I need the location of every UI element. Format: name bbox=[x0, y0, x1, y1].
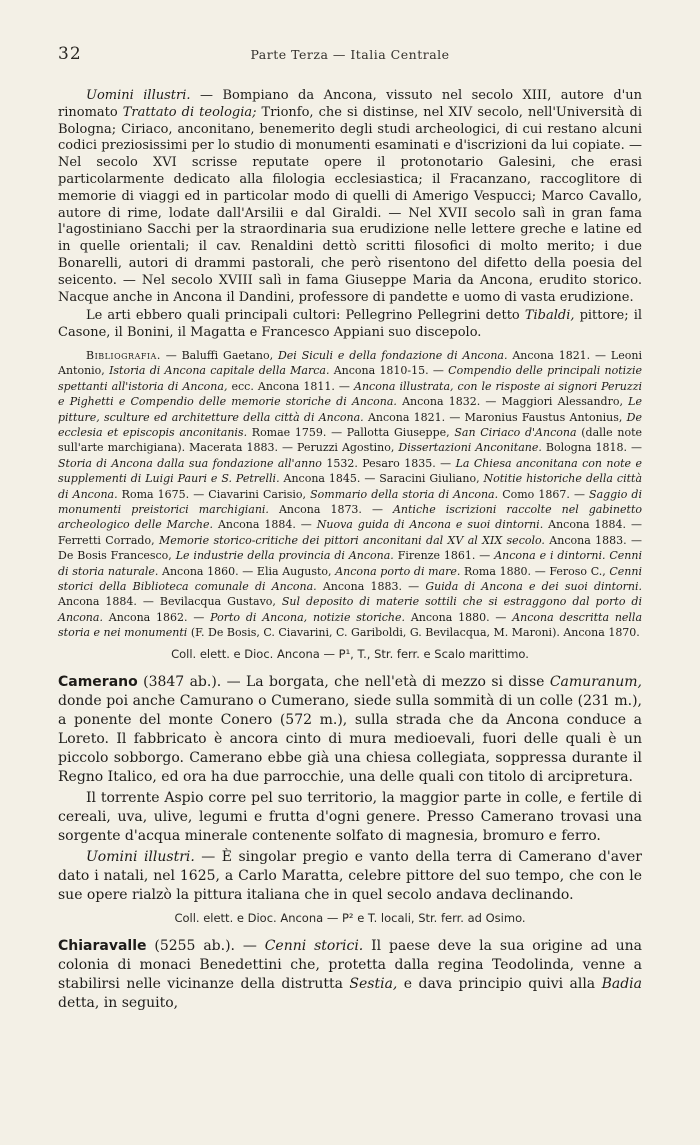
chiaravalle-entry: Chiaravalle (5255 ab.). — Cenni storici. Il paese deve la sua origine ad una colonia di monaci Benedettini che, protetta dalla regina Teodolinda, venne a stabilirsi nelle vicinanze della distrutta Sestia, e dava principio quivi alla Badia detta, in seguito, bbox=[58, 937, 643, 1011]
page-number: 32 bbox=[58, 44, 82, 64]
camerano-info-line: Coll. elett. e Dioc. Ancona — P² e T. locali, Str. ferr. ad Osimo. bbox=[174, 910, 526, 925]
bibliography-paragraph: Bibliografia. — Baluffi Gaetano, Dei Siculi e della fondazione di Ancona. Ancona 1821. — Leoni Antonio, Istoria di Ancona capitale della Marca. Ancona 1810-15. — Compendio delle principali notizie spettanti all'istoria di Ancona, ecc. Ancona 1811. — Ancona illustrata, con le risposte ai signori Peruzzi e Pighetti e Compendio delle memorie storiche di Ancona. Ancona 1832. — Maggiori Alessandro, Le pitture, sculture ed architetture della città di Ancona. Ancona 1821. — Maronius Faustus Antonius, De ecclesia et episcopis anconitanis. Romae 1759. — Pallotta Giuseppe, San Ciriaco d'Ancona (dalle note sull'arte marchigiana). Macerata 1883. — Peruzzi Agostino, Dissertazioni Anconitane. Bologna 1818. — Storia di Ancona dalla sua fondazione all'anno 1532. Pesaro 1835. — La Chiesa anconitana con note e supplementi di Luigi Pauri e S. Petrelli. Ancona 1845. — Saracini Giuliano, Notitie historiche della città di Ancona. Roma 1675. — Ciavarini Carisio, Sommario della storia di Ancona. Como 1867. — Saggio di monumenti preistorici marchigiani. Ancona 1873. — Antiche iscrizioni raccolte nel gabinetto archeologico delle Marche. Ancona 1884. — Nuova guida di Ancona e suoi dintorni. Ancona 1884. — Ferretti Corrado, Memorie storico-critiche dei pittori anconitani dal XV al XIX secolo. Ancona 1883. — De Bosis Francesco, Le industrie della provincia di Ancona. Firenze 1861. — Ancona e i dintorni. Cenni di storia naturale. Ancona 1860. — Elia Augusto, Ancona porto di mare. Roma 1880. — Feroso C., Cenni storici della Biblioteca comunale di Ancona. Ancona 1883. — Guida di Ancona e dei suoi dintorni. Ancona 1884. — Bevilacqua Gustavo, Sul deposito di materie sottili che si estraggono dal porto di Ancona. Ancona 1862. — Porto di Ancona, notizie storiche. Ancona 1880. — Ancona descritta nella storia e nei monumenti (F. De Bosis, C. Ciavarini, C. Gariboldi, G. Bevilacqua, M. Maroni). Ancona 1870. bbox=[58, 348, 643, 640]
section-label: Uomini illustri. bbox=[86, 88, 191, 103]
camerano-uomini-illustri-paragraph: Uomini illustri. — È singolar pregio e vanto della terra di Camerano d'aver dato i natali, nel 1625, a Carlo Maratta, celebre pittore del suo tempo, che con le sue opere rialzò la pittura italiana che in quel secolo andava declinando. bbox=[58, 848, 642, 903]
ancona-arti-paragraph: Le arti ebbero quali principali cultori: Pellegrino Pellegrini detto Tibaldi, pittore; il Casone, il Bonini, il Magatta e Francesco Appiani suo discepolo. bbox=[58, 308, 643, 341]
camerano-entry: Camerano (3847 ab.). — La borgata, che nell'età di mezzo si disse Camuranum, donde poi anche Camurano o Cumerano, siede sulla sommità di un colle (231 m.), a ponente del monte Conero (572 m.), sulla strada che da Ancona conduce a Loreto. Il fabbricato è ancora cinto di mura medioevali, fuori delle quali è un piccolo sobborgo. Camerano ebbe già una chiesa collegiata, soppressa durante il Regno Italico, ed ora ha due parrocchie, una delle quali con titolo di arcipretura. bbox=[58, 673, 642, 785]
bibliography-label: Bibliografia. bbox=[86, 348, 161, 362]
entry-heading-chiaravalle: Chiaravalle bbox=[58, 937, 147, 954]
running-head bbox=[58, 44, 642, 68]
ancona-uomini-illustri-paragraph: Uomini illustri. — Bompiano da Ancona, vissuto nel secolo XIII, autore d'un rinomato Trattato di teologia; Trionfo, che si distinse, nel XIV secolo, nell'Università di Bologna; Ciriaco, anconitano, benemerito degli studi archeologici, di cui restano alcuni codici preziosissimi per lo studio di monumenti esaminati e d'iscrizioni da lui copiate. — Nel secolo XVI scrisse reputate opere il protonotario Galesini, che erasi particolarmente dedicato alla filologia ecclesiastica; il Fracanzano, raccoglitore di memorie di viaggi ed in particolar modo di quelli di Amerigo Vespucci; Marco Cavallo, autore di rime, lodate dall'Arsilii e dal Giraldi. — Nel XVII secolo salì in gran fama l'agostiniano Sacchi per la straordinaria sua erudizione nelle lettere greche e latine ed in quelle orientali; il cav. Renaldini dettò scritti filosofici di molto merito; i due Bonarelli, autori di drammi pastorali, che però risentono del difetto della poesia del seicento. — Nel secolo XVIII salì in fama Giuseppe Maria da Ancona, erudito storico. Nacque anche in Ancona il Dandini, professore di pandette e uomo di vasta erudizione. bbox=[58, 88, 642, 305]
running-title: Parte Terza — Italia Centrale bbox=[250, 47, 450, 62]
entry-heading-camerano: Camerano bbox=[58, 673, 138, 690]
camerano-territory-paragraph: Il torrente Aspio corre pel suo territorio, la maggior parte in colle, e fertile di cereali, uva, ulive, legumi e frutta d'ogni genere. Presso Camerano trovasi una sorgente d'acqua minerale contenente solfato di magnesia, bromuro e ferro. bbox=[58, 789, 642, 844]
ancona-info-line: Coll. elett. e Dioc. Ancona — P¹, T., Str. ferr. e Scalo marittimo. bbox=[171, 646, 529, 661]
page-content bbox=[58, 88, 642, 1015]
